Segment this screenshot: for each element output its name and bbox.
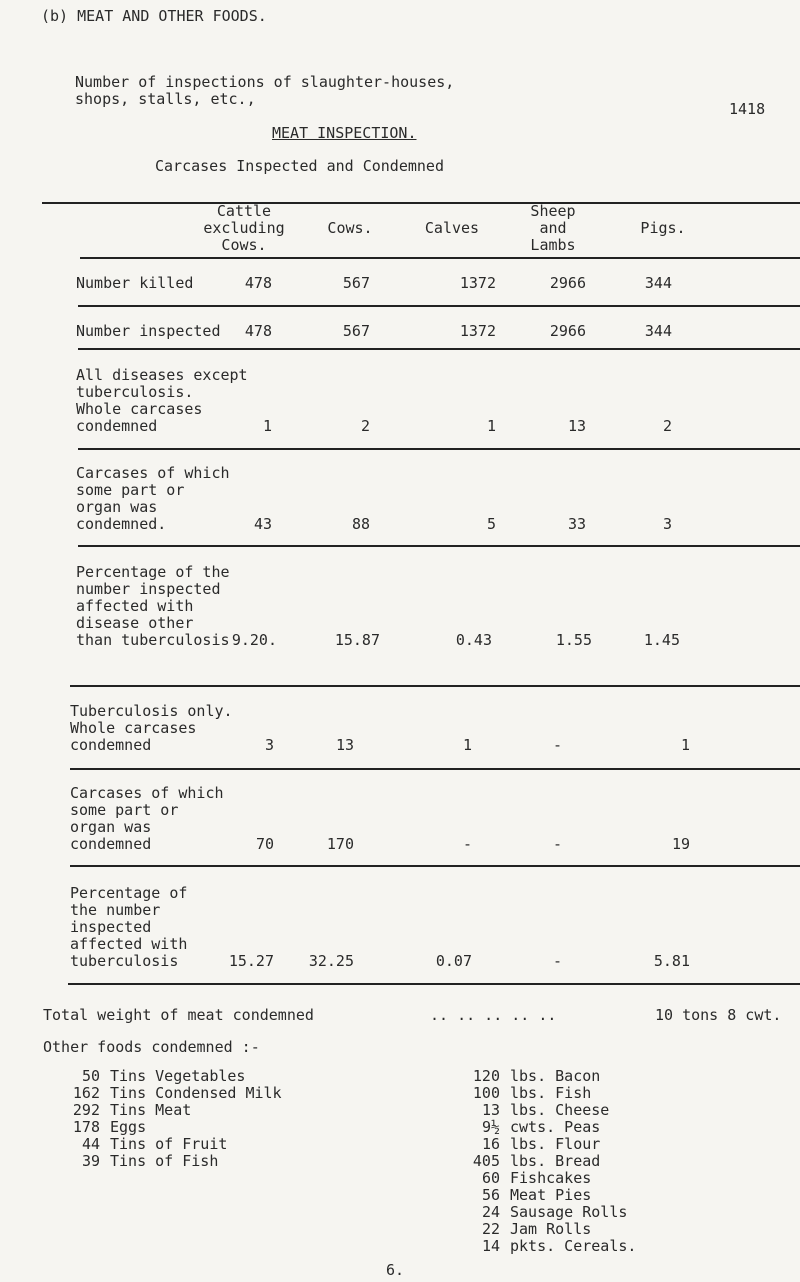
food-qty: 60 [481,1169,500,1187]
cell-pigs: 344 [644,322,672,340]
food-qty: 178 [72,1118,100,1136]
food-qty: 162 [72,1084,100,1102]
table-bottom-rule [68,983,800,985]
food-item: lbs. Cheese [510,1101,610,1119]
row-label: tuberculosis [70,952,179,970]
cell-cattle: 43 [253,515,272,533]
cell-sheep: - [552,835,562,853]
cell-cattle: 15.27 [228,952,274,970]
row-label: Percentage of the [76,563,230,581]
section-rule [70,685,800,687]
cell-cows: 15.87 [334,631,380,649]
row-label: inspected [70,918,152,936]
row-rule [78,545,800,547]
food-qty: 9½ [481,1118,500,1136]
cell-sheep: 33 [567,515,586,533]
cell-cows: 88 [351,515,370,533]
food-qty: 13 [481,1101,500,1119]
food-item: Tins Meat [110,1101,192,1119]
cell-pigs: 3 [662,515,672,533]
cell-calves: 1 [462,736,472,754]
food-qty: 14 [481,1237,500,1255]
cell-calves: 1372 [459,274,496,292]
row-label: organ was [76,498,158,516]
food-item: cwts. Peas [510,1118,601,1136]
row-rule [70,865,800,867]
row-rule [78,348,800,350]
food-item: pkts. Cereals. [510,1237,637,1255]
food-qty: 16 [481,1135,500,1153]
cell-calves: 1 [486,417,496,435]
food-qty: 50 [81,1067,100,1085]
intro-line-2: shops, stalls, etc., [75,90,256,108]
food-item: Eggs [110,1118,147,1136]
cell-pigs: 19 [671,835,690,853]
food-item: Tins of Fruit [110,1135,228,1153]
col-cattle-1: Cattle [216,202,272,220]
cell-sheep: 1.55 [555,631,592,649]
total-weight-label: Total weight of meat condemned [43,1006,314,1024]
total-weight-leader: .. .. .. .. .. [430,1006,557,1024]
food-qty: 100 [472,1084,500,1102]
cell-cattle: 478 [244,322,272,340]
row-label: condemned [70,835,152,853]
col-cattle-2: excluding [203,219,285,237]
food-item: Sausage Rolls [510,1203,628,1221]
row-label: Number inspected [76,322,221,340]
cell-cattle: 1 [262,417,272,435]
cell-calves: - [462,835,472,853]
cell-cows: 567 [342,322,370,340]
meat-inspection-title: MEAT INSPECTION. [272,124,417,142]
cell-cattle: 70 [255,835,274,853]
col-sheep-2: and [539,219,567,237]
cell-cattle: 478 [244,274,272,292]
row-label: condemned [76,417,158,435]
food-qty: 56 [481,1186,500,1204]
page-number: 6. [386,1261,405,1279]
row-label: condemned. [76,515,167,533]
food-qty: 120 [472,1067,500,1085]
row-label: Whole carcases [76,400,203,418]
cell-cattle: 9.20. [231,631,277,649]
header-bottom-rule [80,257,800,259]
cell-pigs: 1 [680,736,690,754]
cell-sheep: 13 [567,417,586,435]
row-label: Carcases of which [70,784,224,802]
cell-cows: 2 [360,417,370,435]
row-label: Percentage of [70,884,188,902]
row-rule [78,305,800,307]
food-item: lbs. Fish [510,1084,592,1102]
row-label: Carcases of which [76,464,230,482]
row-label: disease other [76,614,194,632]
table-title: Carcases Inspected and Condemned [155,157,444,175]
cell-pigs: 344 [644,274,672,292]
intro-line-1: Number of inspections of slaughter-houses, [75,73,455,91]
col-calves: Calves [424,219,480,237]
row-label: Number killed [76,274,194,292]
cell-pigs: 2 [662,417,672,435]
food-item: lbs. Bread [510,1152,601,1170]
col-cows: Cows. [327,219,373,237]
inspection-count: 1418 [729,100,766,118]
col-sheep-1: Sheep [530,202,576,220]
row-label: organ was [70,818,152,836]
row-label: condemned [70,736,152,754]
col-pigs: Pigs. [640,219,686,237]
food-item: Tins Condensed Milk [110,1084,282,1102]
cell-cows: 567 [342,274,370,292]
cell-sheep: 2966 [549,322,586,340]
row-rule [78,448,800,450]
cell-cattle: 3 [264,736,274,754]
col-sheep-3: Lambs [530,236,576,254]
row-rule [70,768,800,770]
table-top-rule [42,202,800,204]
row-label: Whole carcases [70,719,197,737]
food-item: Tins of Fish [110,1152,219,1170]
food-item: Tins Vegetables [110,1067,246,1085]
cell-calves: 0.43 [455,631,492,649]
row-label: All diseases except [76,366,248,384]
cell-sheep: - [552,952,562,970]
food-item: Jam Rolls [510,1220,592,1238]
row-label: the number [70,901,161,919]
row-label: tuberculosis. [76,383,194,401]
cell-cows: 32.25 [308,952,354,970]
cell-cows: 13 [335,736,354,754]
row-label: than tuberculosis [76,631,230,649]
cell-calves: 1372 [459,322,496,340]
cell-calves: 0.07 [435,952,472,970]
row-label: number inspected [76,580,221,598]
row-label: affected with [70,935,188,953]
food-qty: 292 [72,1101,100,1119]
cell-pigs: 1.45 [643,631,680,649]
section-heading: (b) MEAT AND OTHER FOODS. [41,7,267,25]
row-label: some part or [76,481,185,499]
food-qty: 22 [481,1220,500,1238]
food-qty: 405 [472,1152,500,1170]
cell-sheep: - [552,736,562,754]
cell-cows: 170 [326,835,354,853]
col-cattle-3: Cows. [221,236,267,254]
cell-sheep: 2966 [549,274,586,292]
row-label: Tuberculosis only. [70,702,233,720]
food-qty: 24 [481,1203,500,1221]
food-item: Meat Pies [510,1186,592,1204]
food-qty: 44 [81,1135,100,1153]
food-item: lbs. Bacon [510,1067,601,1085]
food-qty: 39 [81,1152,100,1170]
total-weight-value: 10 tons 8 cwt. [655,1006,782,1024]
row-label: some part or [70,801,179,819]
row-label: affected with [76,597,194,615]
cell-pigs: 5.81 [653,952,690,970]
other-foods-label: Other foods condemned :- [43,1038,260,1056]
food-item: lbs. Flour [510,1135,601,1153]
food-item: Fishcakes [510,1169,592,1187]
cell-calves: 5 [486,515,496,533]
